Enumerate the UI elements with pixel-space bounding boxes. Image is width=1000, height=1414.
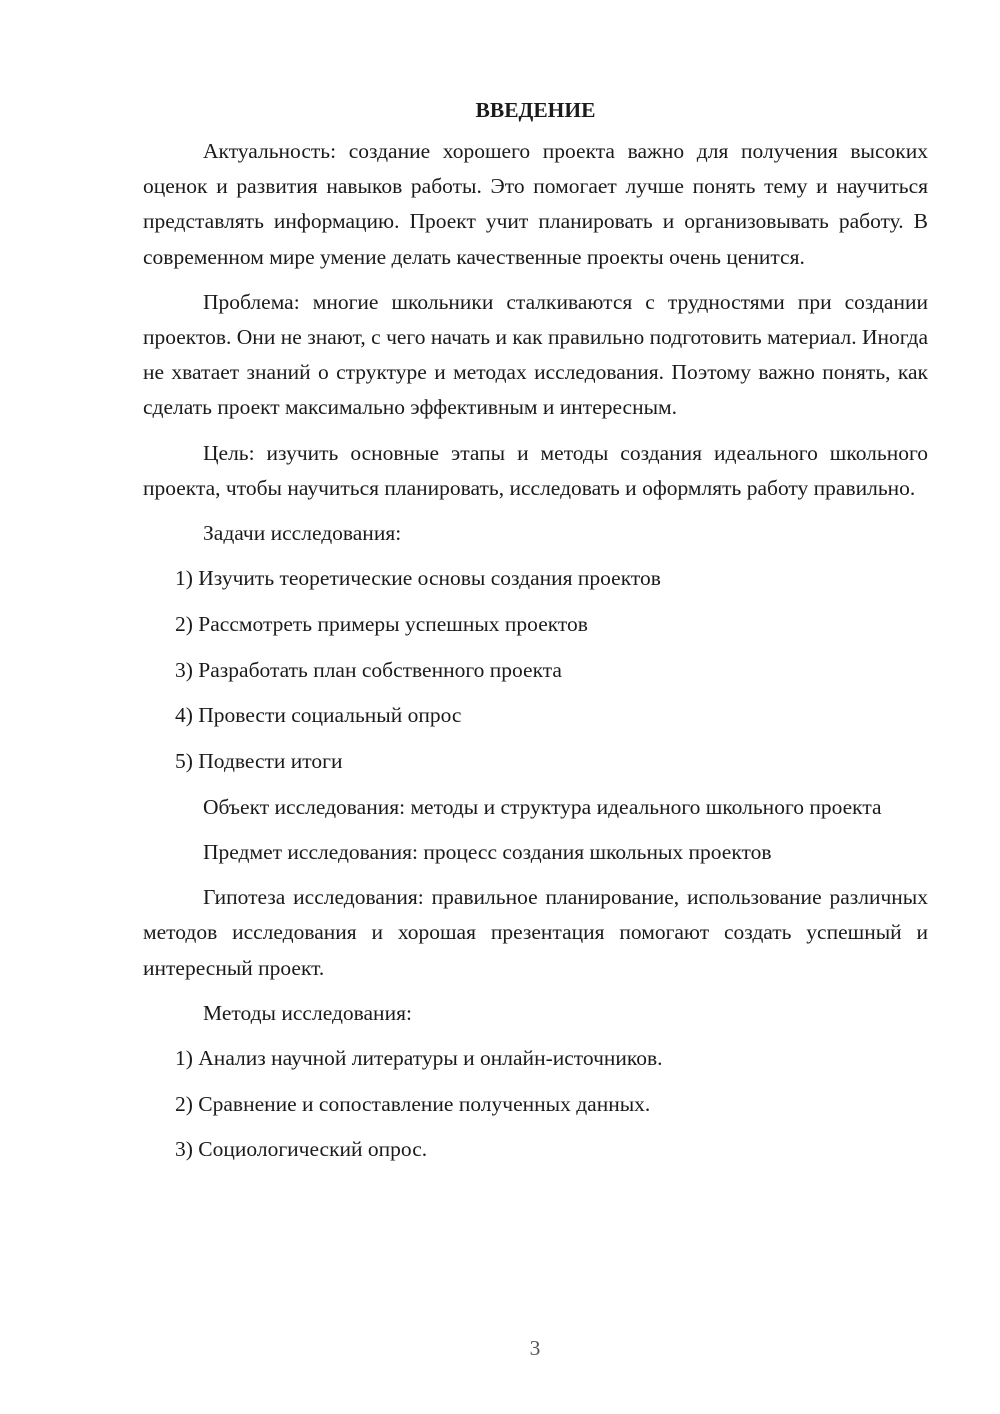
page-title: ВВЕДЕНИЕ xyxy=(475,98,596,122)
problem-paragraph: Проблема: многие школьники сталкиваются с трудностями при создании проектов. Они не знают, с чего начать и как правильно подготовить материал. Иногда не хватает знаний о структуре и методах исследования. Поэтому важно понять, как сделать проект максимально эффективным и интересным. xyxy=(143,289,928,420)
method-item: 2) Сравнение и сопоставление полученных данных. xyxy=(175,1091,651,1116)
task-item: 1) Изучить теоретические основы создания проектов xyxy=(175,566,661,591)
method-item: 3) Социологический опрос. xyxy=(175,1137,428,1162)
subject-paragraph: Предмет исследования: процесс создания школьных проектов xyxy=(203,839,772,864)
goal-paragraph: Цель: изучить основные этапы и методы создания идеального школьного проекта, чтобы научиться планировать, исследовать и оформлять работу правильно. xyxy=(143,440,928,500)
tasks-heading: Задачи исследования: xyxy=(203,521,402,546)
hypothesis-paragraph: Гипотеза исследования: правильное планирование, использование различных методов исследования и хорошая презентация помогают создать успешный и интересный проект. xyxy=(143,885,928,980)
task-item: 2) Рассмотреть примеры успешных проектов xyxy=(175,611,588,636)
page-number: 3 xyxy=(529,1336,541,1360)
methods-list xyxy=(143,1041,928,1168)
object-paragraph: Объект исследования: методы и структура идеального школьного проекта xyxy=(203,794,882,819)
method-item: 1) Анализ научной литературы и онлайн-источников. xyxy=(175,1045,663,1070)
tasks-list xyxy=(143,561,928,779)
task-item: 3) Разработать план собственного проекта xyxy=(175,657,562,682)
relevance-paragraph: Актуальность: создание хорошего проекта важно для получения высоких оценок и развития навыков работы. Это помогает лучше понять тему и научиться представлять информацию. Проект учит планировать и организовывать работу. В современном мире умение делать качественные проекты очень ценится. xyxy=(143,139,928,269)
task-item: 4) Провести социальный опрос xyxy=(175,703,462,728)
page-content xyxy=(143,96,928,1178)
task-item: 5) Подвести итоги xyxy=(175,749,343,774)
methods-heading: Методы исследования: xyxy=(203,1000,412,1025)
